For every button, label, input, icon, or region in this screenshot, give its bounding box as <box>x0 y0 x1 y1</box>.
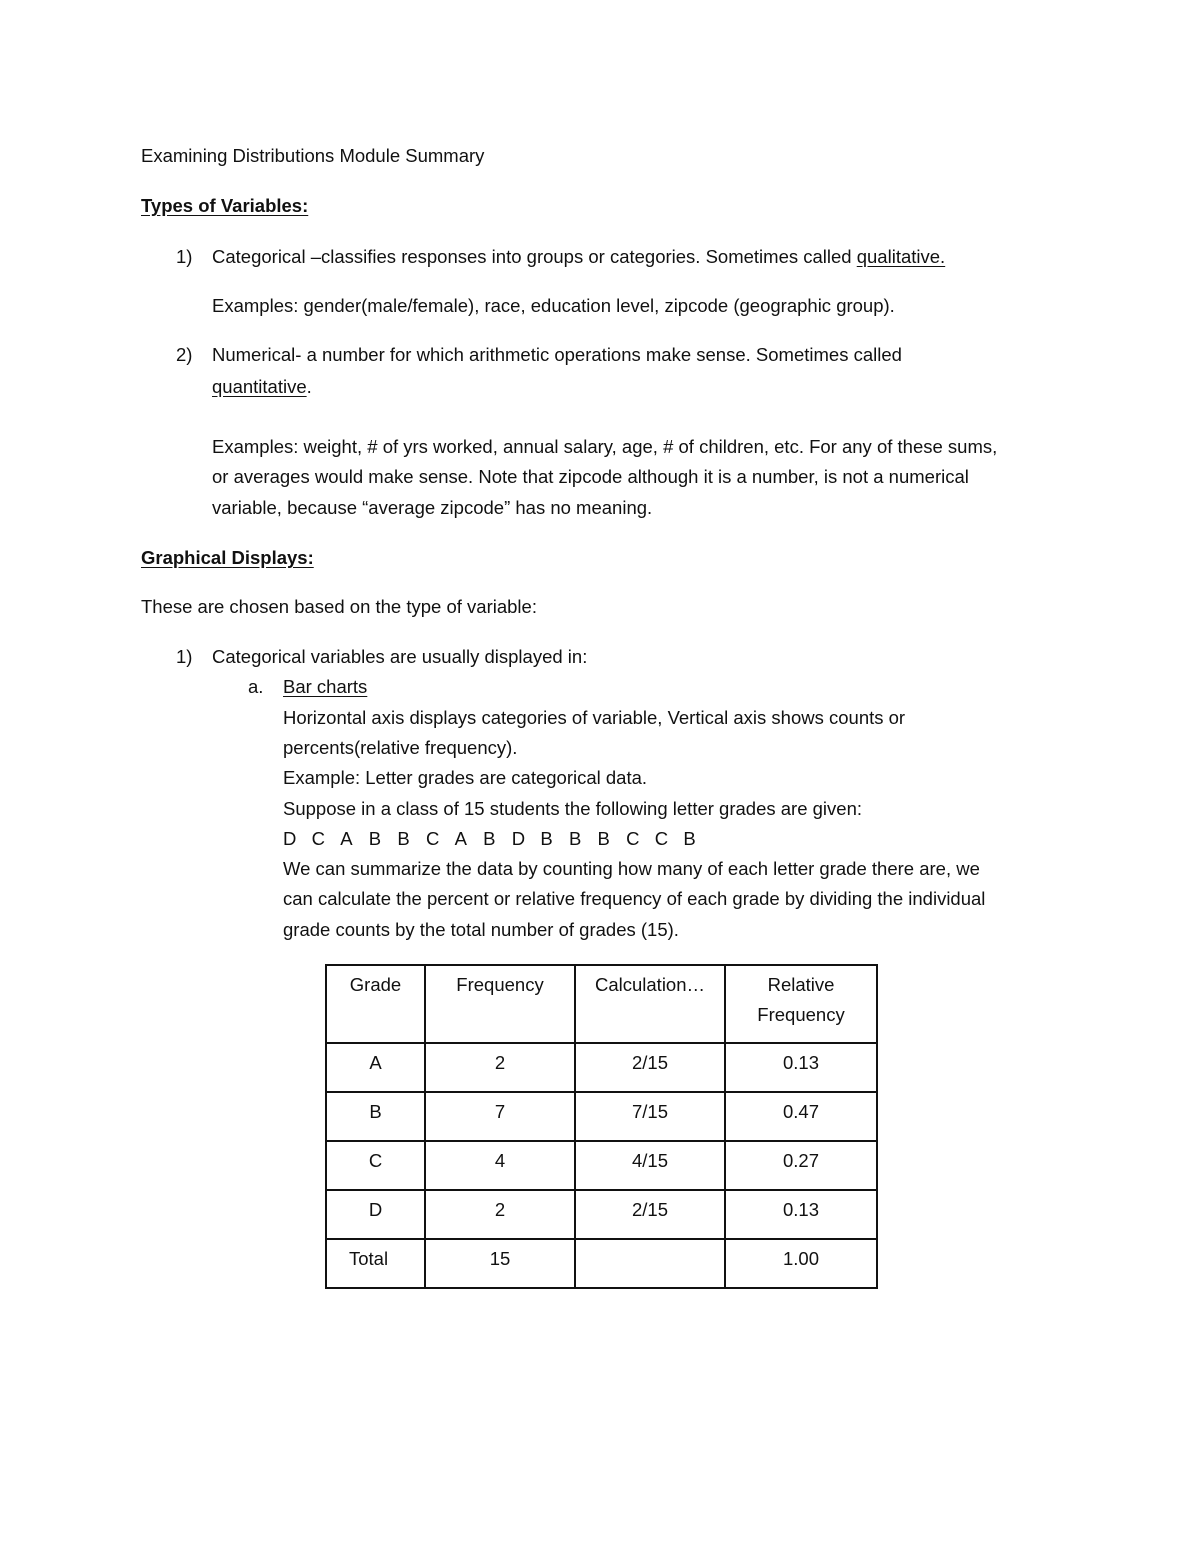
graphical-intro: These are chosen based on the type of variable: <box>141 596 537 617</box>
frequency-table <box>325 964 878 1289</box>
header-frequency: Frequency <box>425 965 575 1043</box>
cell-frequency: 7 <box>425 1092 575 1141</box>
grade-item: B <box>540 828 553 849</box>
categorical-display-text: Categorical variables are usually displayed in: <box>212 646 588 667</box>
grade-item: B <box>597 828 610 849</box>
header-calculation: Calculation… <box>575 965 725 1043</box>
table-row <box>326 1092 877 1141</box>
grade-item: C <box>626 828 640 849</box>
categorical-examples: Examples: gender(male/female), race, education level, zipcode (geographic group). <box>212 295 895 316</box>
cell-grade: D <box>326 1190 425 1239</box>
header-relative-frequency <box>725 965 877 1043</box>
categorical-definition-text: Categorical –classifies responses into groups or categories. Sometimes called <box>212 246 857 267</box>
categorical-definition <box>212 246 945 268</box>
bar-charts-line2: percents(relative frequency). <box>283 737 518 758</box>
document-title: Examining Distributions Module Summary <box>141 145 485 166</box>
table-row <box>326 1141 877 1190</box>
list-number: 2) <box>176 344 193 365</box>
quantitative-term: quantitative <box>212 376 307 397</box>
cell-calculation: 7/15 <box>575 1092 725 1141</box>
table-total-row <box>326 1239 877 1288</box>
grade-item: B <box>368 828 382 849</box>
grade-item: C <box>654 828 669 849</box>
cell-calculation: 4/15 <box>575 1141 725 1190</box>
list-number: 1) <box>176 646 193 667</box>
cell-frequency: 4 <box>425 1141 575 1190</box>
table-row <box>326 1043 877 1092</box>
graphical-displays-heading: Graphical Displays: <box>141 547 314 568</box>
types-of-variables-heading: Types of Variables: <box>141 195 309 216</box>
bar-charts-line7: grade counts by the total number of grades (15). <box>283 919 679 940</box>
letter-grades-list <box>283 828 712 850</box>
cell-relative-frequency: 0.27 <box>725 1141 877 1190</box>
numerical-term-line <box>212 376 312 398</box>
bar-charts-line1: Horizontal axis displays categories of variable, Vertical axis shows counts or <box>283 707 906 728</box>
table-row <box>326 1190 877 1239</box>
table-header-row <box>326 965 877 1043</box>
bar-charts-line4: Suppose in a class of 15 students the following letter grades are given: <box>283 798 862 819</box>
grade-item: A <box>340 828 353 849</box>
numerical-examples-line1: Examples: weight, # of yrs worked, annual salary, age, # of children, etc. For any of these sums, <box>212 436 998 457</box>
grade-item: A <box>454 828 467 849</box>
qualitative-term: qualitative. <box>856 246 946 267</box>
cell-relative-frequency: 0.13 <box>725 1190 877 1239</box>
quantitative-term-suffix: . <box>306 376 312 397</box>
cell-relative-frequency: 0.47 <box>725 1092 877 1141</box>
cell-frequency: 2 <box>425 1190 575 1239</box>
grade-item: B <box>397 828 410 849</box>
cell-total-relative: 1.00 <box>725 1239 877 1288</box>
cell-calculation: 2/15 <box>575 1190 725 1239</box>
list-number: 1) <box>176 246 193 267</box>
bar-charts-title: Bar charts <box>283 676 368 697</box>
grade-item: B <box>683 828 696 849</box>
grade-item: C <box>425 828 440 849</box>
numerical-examples-line3: variable, because “average zipcode” has no meaning. <box>212 497 653 518</box>
cell-total-label: Total <box>326 1239 425 1288</box>
bar-charts-line3: Example: Letter grades are categorical data. <box>283 767 648 788</box>
cell-frequency: 2 <box>425 1043 575 1092</box>
cell-grade: B <box>326 1092 425 1141</box>
bar-charts-line6: can calculate the percent or relative frequency of each grade by dividing the individual <box>283 888 986 909</box>
cell-grade: C <box>326 1141 425 1190</box>
bar-charts-line5: We can summarize the data by counting how many of each letter grade there are, we <box>283 858 980 879</box>
grade-item: D <box>511 828 526 849</box>
header-relative-line2: Frequency <box>757 1004 845 1025</box>
numerical-definition: Numerical- a number for which arithmetic operations make sense. Sometimes called <box>212 344 902 365</box>
grade-item: B <box>568 828 582 849</box>
grade-item: D <box>283 828 297 849</box>
header-relative-line1: Relative <box>767 974 835 995</box>
cell-grade: A <box>326 1043 425 1092</box>
grade-item: C <box>311 828 325 849</box>
grade-item: B <box>483 828 496 849</box>
header-grade: Grade <box>326 965 425 1043</box>
sub-list-letter: a. <box>248 676 264 697</box>
cell-total-calculation <box>575 1239 725 1288</box>
numerical-examples-line2: or averages would make sense. Note that zipcode although it is a number, is not a numerical <box>212 466 969 487</box>
cell-total-frequency: 15 <box>425 1239 575 1288</box>
cell-relative-frequency: 0.13 <box>725 1043 877 1092</box>
cell-calculation: 2/15 <box>575 1043 725 1092</box>
